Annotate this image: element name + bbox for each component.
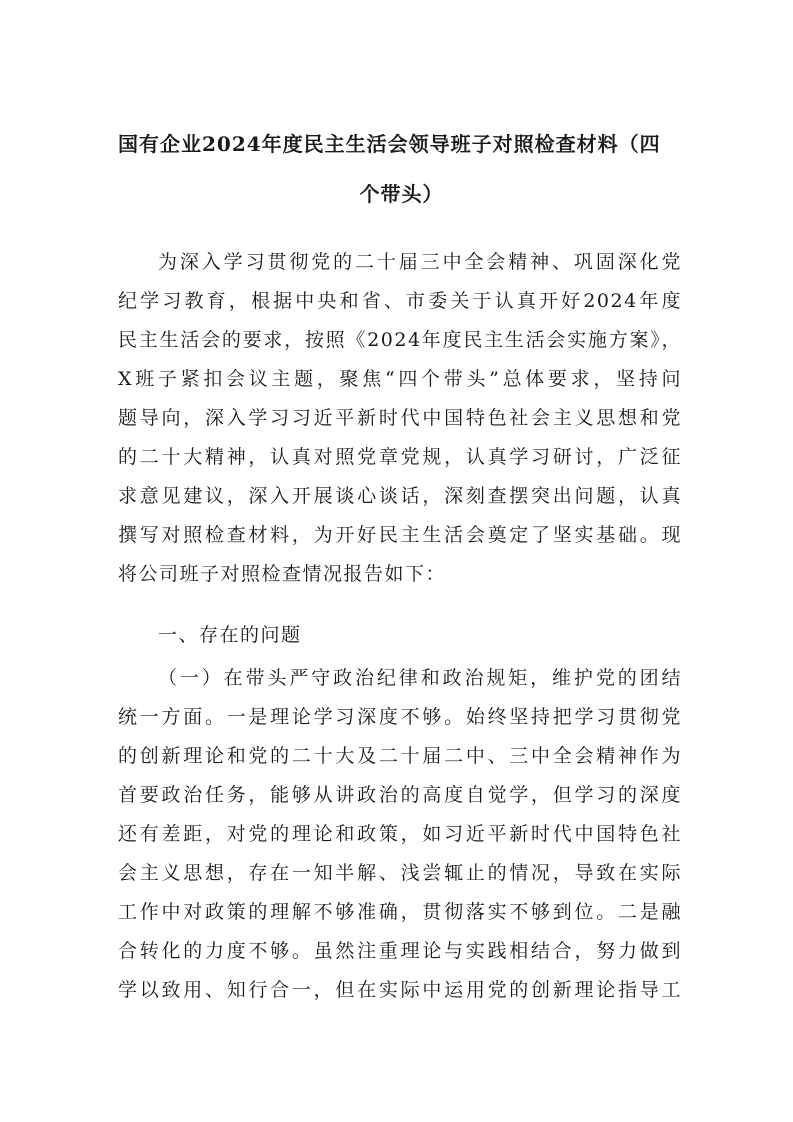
- section-line: 会主义思想，存在一知半解、浅尝辄止的情况，导致在实际: [118, 862, 682, 884]
- intro-line: 为深入学习贯彻党的二十届三中全会精神、巩固深化党: [158, 251, 682, 273]
- intro-line: 将公司班子对照检查情况报告如下：: [118, 563, 447, 585]
- intro-line: X班子紧扣会议主题，聚焦“四个带头”总体要求，坚持问: [118, 368, 682, 390]
- section-line: 首要政治任务，能够从讲政治的高度自觉学，但学习的深度: [118, 784, 682, 806]
- document-title-line-1: 国有企业2024年度民主生活会领导班子对照检查材料（四: [118, 132, 661, 156]
- intro-line: 纪学习教育，根据中央和省、市委关于认真开好2024年度: [118, 290, 682, 312]
- section-line: 工作中对政策的理解不够准确，贯彻落实不够到位。二是融: [118, 901, 682, 923]
- section-line: 的创新理论和党的二十大及二十届二中、三中全会精神作为: [118, 745, 682, 767]
- section-line: 学以致用、知行合一，但在实际中运用党的创新理论指导工: [118, 979, 682, 1001]
- section-line: 还有差距，对党的理论和政策，如习近平新时代中国特色社: [118, 823, 682, 845]
- section-line: 合转化的力度不够。虽然注重理论与实践相结合，努力做到: [118, 940, 682, 962]
- document-title-line-2: 个带头）: [359, 182, 444, 206]
- section-line: 统一方面。一是理论学习深度不够。始终坚持把学习贯彻党: [118, 706, 682, 728]
- intro-line: 撰写对照检查材料，为开好民主生活会奠定了坚实基础。现: [118, 524, 682, 546]
- intro-line: 民主生活会的要求，按照《2024年度民主生活会实施方案》，: [118, 329, 682, 351]
- intro-line: 求意见建议，深入开展谈心谈话，深刻查摆突出问题，认真: [118, 485, 682, 507]
- intro-line: 的二十大精神，认真对照党章党规，认真学习研讨，广泛征: [118, 446, 682, 468]
- section-line: （一）在带头严守政治纪律和政治规矩，维护党的团结: [158, 667, 682, 689]
- section-heading: 一、存在的问题: [158, 624, 302, 646]
- intro-line: 题导向，深入学习习近平新时代中国特色社会主义思想和党: [118, 407, 682, 429]
